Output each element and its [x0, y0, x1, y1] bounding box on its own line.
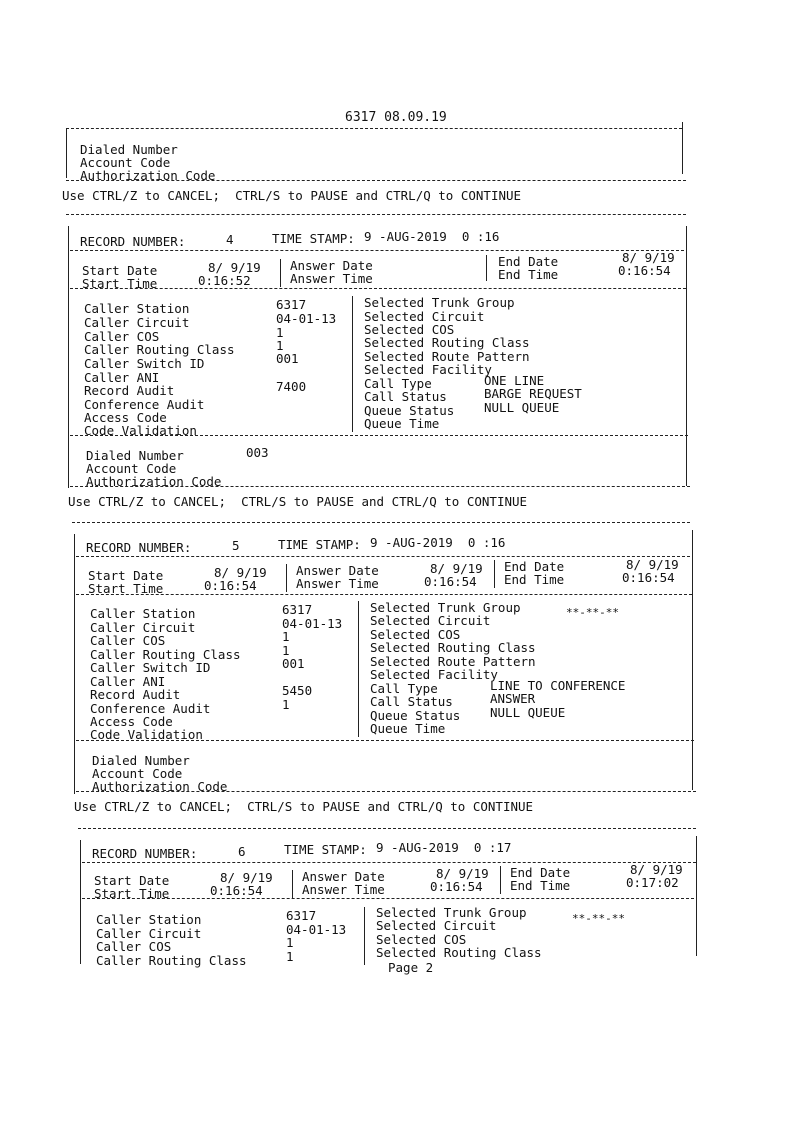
time-stamp-label: TIME STAMP: [278, 537, 361, 552]
selected-trunk-group-label: Selected Trunk Group [364, 295, 515, 310]
call-type-label: Call Type [370, 681, 438, 696]
divider [76, 556, 690, 557]
record-audit-label: Record Audit [84, 383, 175, 398]
start-date-label: Start Date [94, 873, 170, 888]
selected-route-pattern-label: Selected Route Pattern [364, 349, 530, 364]
divider [358, 601, 359, 737]
divider [692, 530, 693, 790]
caller-routing-class: 1 [286, 949, 294, 964]
authorization-code-label: Authorization Code [86, 474, 222, 489]
time-stamp: 9 -AUG-2019 0 :16 [370, 535, 506, 550]
end-time: 0:16:54 [618, 263, 671, 278]
selected-cos-label: Selected COS [376, 932, 467, 947]
selected-circuit-value: **-**-** [572, 912, 625, 925]
divider [364, 907, 365, 965]
code-validation-label: Code Validation [90, 727, 203, 742]
account-code-label: Account Code [86, 461, 177, 476]
dialed-number: 003 [246, 445, 269, 460]
caller-switch-id: 001 [276, 351, 299, 366]
selected-circuit-label: Selected Circuit [364, 309, 485, 324]
caller-routing-class-label: Caller Routing Class [84, 342, 235, 357]
record-number-label: RECORD NUMBER: [80, 234, 186, 249]
record-number: 5 [232, 538, 240, 553]
answer-time-label: Answer Time [296, 576, 379, 591]
queue-time-label: Queue Time [370, 721, 446, 736]
caller-cos-label: Caller COS [90, 633, 166, 648]
divider [66, 180, 686, 181]
selected-cos-label: Selected COS [364, 322, 455, 337]
divider [352, 296, 353, 432]
start-time-label: Start Time [82, 276, 158, 291]
caller-routing-class: 1 [282, 643, 290, 658]
divider [280, 259, 281, 287]
divider [76, 594, 692, 595]
start-date-label: Start Date [88, 568, 164, 583]
record-number-label: RECORD NUMBER: [92, 846, 198, 861]
start-time: 0:16:54 [210, 883, 263, 898]
call-status-label: Call Status [370, 694, 453, 709]
dialed-number-label: Dialed Number [80, 142, 178, 157]
access-code-label: Access Code [84, 410, 167, 425]
divider [486, 255, 487, 281]
divider [74, 534, 75, 794]
answer-time-label: Answer Time [290, 271, 373, 286]
queue-status: NULL QUEUE [490, 705, 566, 720]
caller-ani-label: Caller ANI [84, 370, 160, 385]
code-validation-label: Code Validation [84, 423, 197, 438]
answer-time: 0:16:54 [424, 574, 477, 589]
divider [494, 560, 495, 588]
selected-facility-label: Selected Facility [364, 362, 492, 377]
cancel-instruction: Use CTRL/Z to CANCEL; CTRL/S to PAUSE and CTRL/Q to CONTINUE [68, 494, 528, 509]
end-date: 8/ 9/19 [622, 250, 675, 265]
caller-cos: 1 [286, 935, 294, 950]
dialed-number-label: Dialed Number [92, 753, 190, 768]
queue-status: NULL QUEUE [484, 400, 560, 415]
selected-trunk-group-label: Selected Trunk Group [376, 905, 527, 920]
divider [82, 862, 696, 863]
record-number-label: RECORD NUMBER: [86, 540, 192, 555]
caller-circuit-label: Caller Circuit [84, 315, 190, 330]
start-date: 8/ 9/19 [214, 565, 267, 580]
caller-circuit: 04-01-13 [286, 922, 347, 937]
call-status: ANSWER [490, 691, 536, 706]
end-date: 8/ 9/19 [626, 557, 679, 572]
end-date-label: End Date [504, 559, 565, 574]
selected-route-pattern-label: Selected Route Pattern [370, 654, 536, 669]
time-stamp-label: TIME STAMP: [284, 842, 367, 857]
selected-routing-class-label: Selected Routing Class [364, 335, 530, 350]
caller-cos: 1 [282, 629, 290, 644]
queue-time-label: Queue Time [364, 416, 440, 431]
dialed-number-label: Dialed Number [86, 448, 184, 463]
caller-cos: 1 [276, 325, 284, 340]
record-audit-label: Record Audit [90, 687, 181, 702]
answer-date-label: Answer Date [302, 869, 385, 884]
selected-circuit-label: Selected Circuit [376, 918, 497, 933]
caller-station: 6317 [282, 602, 313, 617]
end-time-label: End Time [504, 572, 565, 587]
account-code-label: Account Code [80, 155, 171, 170]
start-date-label: Start Date [82, 263, 158, 278]
divider [76, 791, 696, 792]
record-number: 6 [238, 844, 246, 859]
divider [70, 288, 686, 289]
divider [78, 828, 696, 829]
divider [82, 898, 694, 899]
record-audit: 5450 [282, 683, 313, 698]
divider [72, 522, 690, 523]
call-type: LINE TO CONFERENCE [490, 678, 626, 693]
divider [500, 866, 501, 894]
time-stamp: 9 -AUG-2019 0 :17 [376, 840, 512, 855]
caller-routing-class-label: Caller Routing Class [90, 647, 241, 662]
caller-station-label: Caller Station [90, 606, 196, 621]
answer-time-label: Answer Time [302, 882, 385, 897]
start-time: 0:16:54 [204, 578, 257, 593]
caller-switch-id-label: Caller Switch ID [84, 356, 205, 371]
time-stamp-label: TIME STAMP: [272, 231, 355, 246]
end-date: 8/ 9/19 [630, 862, 683, 877]
divider [286, 564, 287, 592]
divider [80, 840, 81, 964]
call-status: BARGE REQUEST [484, 386, 582, 401]
divider [66, 214, 686, 215]
page-number: Page 2 [388, 960, 434, 975]
divider [686, 226, 687, 486]
conference-audit-label: Conference Audit [90, 701, 211, 716]
divider [68, 226, 69, 488]
selected-trunk-group-label: Selected Trunk Group [370, 600, 521, 615]
caller-circuit: 04-01-13 [276, 311, 337, 326]
time-stamp: 9 -AUG-2019 0 :16 [364, 229, 500, 244]
conference-audit: 1 [282, 697, 290, 712]
caller-cos-label: Caller COS [96, 939, 172, 954]
cancel-instruction: Use CTRL/Z to CANCEL; CTRL/S to PAUSE and CTRL/Q to CONTINUE [74, 799, 534, 814]
record-number: 4 [226, 232, 234, 247]
divider [292, 870, 293, 898]
caller-cos-label: Caller COS [84, 329, 160, 344]
access-code-label: Access Code [90, 714, 173, 729]
selected-facility-label: Selected Facility [370, 667, 498, 682]
call-type-label: Call Type [364, 376, 432, 391]
call-type: ONE LINE [484, 373, 545, 388]
caller-routing-class: 1 [276, 338, 284, 353]
divider [70, 250, 684, 251]
record-audit: 7400 [276, 379, 307, 394]
divider [70, 486, 690, 487]
caller-switch-id-label: Caller Switch ID [90, 660, 211, 675]
authorization-code-label: Authorization Code [92, 779, 228, 794]
answer-date-label: Answer Date [296, 563, 379, 578]
start-time-label: Start Time [88, 581, 164, 596]
selected-cos-label: Selected COS [370, 627, 461, 642]
end-date-label: End Date [510, 865, 571, 880]
selected-routing-class-label: Selected Routing Class [376, 945, 542, 960]
divider [70, 435, 688, 436]
end-date-label: End Date [498, 254, 559, 269]
answer-date-label: Answer Date [290, 258, 373, 273]
caller-circuit-label: Caller Circuit [96, 926, 202, 941]
call-status-label: Call Status [364, 389, 447, 404]
end-time: 0:16:54 [622, 570, 675, 585]
start-date: 8/ 9/19 [220, 870, 273, 885]
answer-date: 8/ 9/19 [436, 866, 489, 881]
start-time: 0:16:52 [198, 273, 251, 288]
divider [76, 740, 694, 741]
caller-routing-class-label: Caller Routing Class [96, 953, 247, 968]
caller-station-label: Caller Station [96, 912, 202, 927]
conference-audit-label: Conference Audit [84, 397, 205, 412]
cancel-instruction: Use CTRL/Z to CANCEL; CTRL/S to PAUSE and CTRL/Q to CONTINUE [62, 188, 522, 203]
selected-routing-class-label: Selected Routing Class [370, 640, 536, 655]
end-time-label: End Time [498, 267, 559, 282]
divider [696, 836, 697, 956]
answer-date: 8/ 9/19 [430, 561, 483, 576]
end-time: 0:17:02 [626, 875, 679, 890]
selected-circuit-label: Selected Circuit [370, 613, 491, 628]
selected-circuit-value: **-**-** [566, 606, 619, 619]
divider [66, 128, 67, 178]
end-time-label: End Time [510, 878, 571, 893]
caller-station: 6317 [286, 908, 317, 923]
page-header: 6317 08.09.19 [345, 110, 447, 125]
caller-circuit: 04-01-13 [282, 616, 343, 631]
caller-ani-label: Caller ANI [90, 674, 166, 689]
answer-time: 0:16:54 [430, 879, 483, 894]
caller-switch-id: 001 [282, 656, 305, 671]
caller-circuit-label: Caller Circuit [90, 620, 196, 635]
caller-station-label: Caller Station [84, 301, 190, 316]
caller-station: 6317 [276, 297, 307, 312]
authorization-code-label: Authorization Code [80, 168, 216, 183]
account-code-label: Account Code [92, 766, 183, 781]
start-date: 8/ 9/19 [208, 260, 261, 275]
start-time-label: Start Time [94, 886, 170, 901]
divider [682, 122, 683, 174]
queue-status-label: Queue Status [364, 403, 455, 418]
divider [66, 128, 682, 129]
queue-status-label: Queue Status [370, 708, 461, 723]
